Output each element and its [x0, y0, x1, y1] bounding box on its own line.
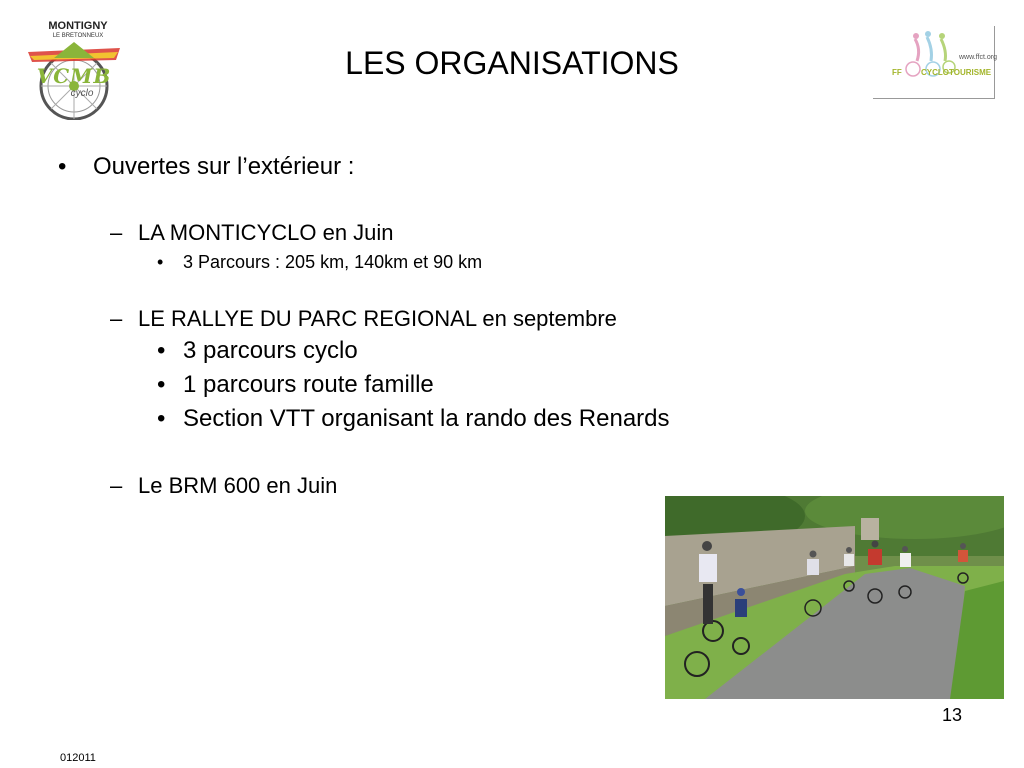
dash-mark: – — [110, 220, 123, 245]
bullet-rallye — [110, 305, 617, 333]
club-logo — [24, 18, 124, 120]
footer-code: 012011 — [60, 752, 96, 764]
logo-brand-top: MONTIGNY — [48, 20, 108, 32]
bullet-mark: • — [157, 405, 166, 432]
dash-mark: – — [110, 306, 123, 331]
bullet-mark: • — [157, 337, 166, 364]
bullet-brm — [110, 472, 337, 500]
dash-mark: – — [110, 473, 123, 498]
bullet-text: Le BRM 600 en Juin — [138, 473, 338, 498]
bullet-mark: • — [157, 371, 166, 398]
sub-bullet-famille — [157, 370, 434, 400]
logo-word: cyclo — [70, 88, 94, 99]
ffct-url: www.ffct.org — [959, 54, 997, 61]
cyclists-photo-image — [665, 496, 1004, 699]
bullet-level1 — [58, 152, 354, 182]
cyclists-photo — [665, 496, 1004, 699]
logo-brand-sub: LE BRETONNEUX — [52, 33, 104, 39]
ffct-cyclotourisme: CYCLOTOURISME — [921, 68, 992, 77]
bullet-text: 1 parcours route famille — [183, 371, 434, 398]
slide-title: LES ORGANISATIONS — [345, 45, 679, 81]
bullet-mark: • — [58, 153, 67, 180]
bullet-text: 3 parcours cyclo — [183, 337, 358, 364]
page-number: 13 — [941, 705, 962, 725]
bullet-text: Section VTT organisant la rando des Renards — [183, 405, 670, 432]
sub-bullet-parcours — [157, 251, 482, 273]
bullet-text: 3 Parcours : 205 km, 140km et 90 km — [183, 252, 483, 272]
bullet-text: Ouvertes sur l’extérieur : — [93, 153, 355, 180]
sub-bullet-vtt — [157, 404, 670, 434]
bullet-monticyclo — [110, 219, 394, 247]
bullet-mark: • — [157, 252, 164, 272]
sub-bullet-cyclo — [157, 336, 358, 366]
logo-initials: VCMB — [36, 64, 112, 88]
ffct-logo — [873, 26, 995, 99]
bullet-text: LE RALLYE DU PARC REGIONAL en septembre — [138, 306, 617, 331]
ffct-ff: FF — [892, 68, 902, 77]
bullet-text: LA MONTICYCLO en Juin — [138, 220, 394, 245]
